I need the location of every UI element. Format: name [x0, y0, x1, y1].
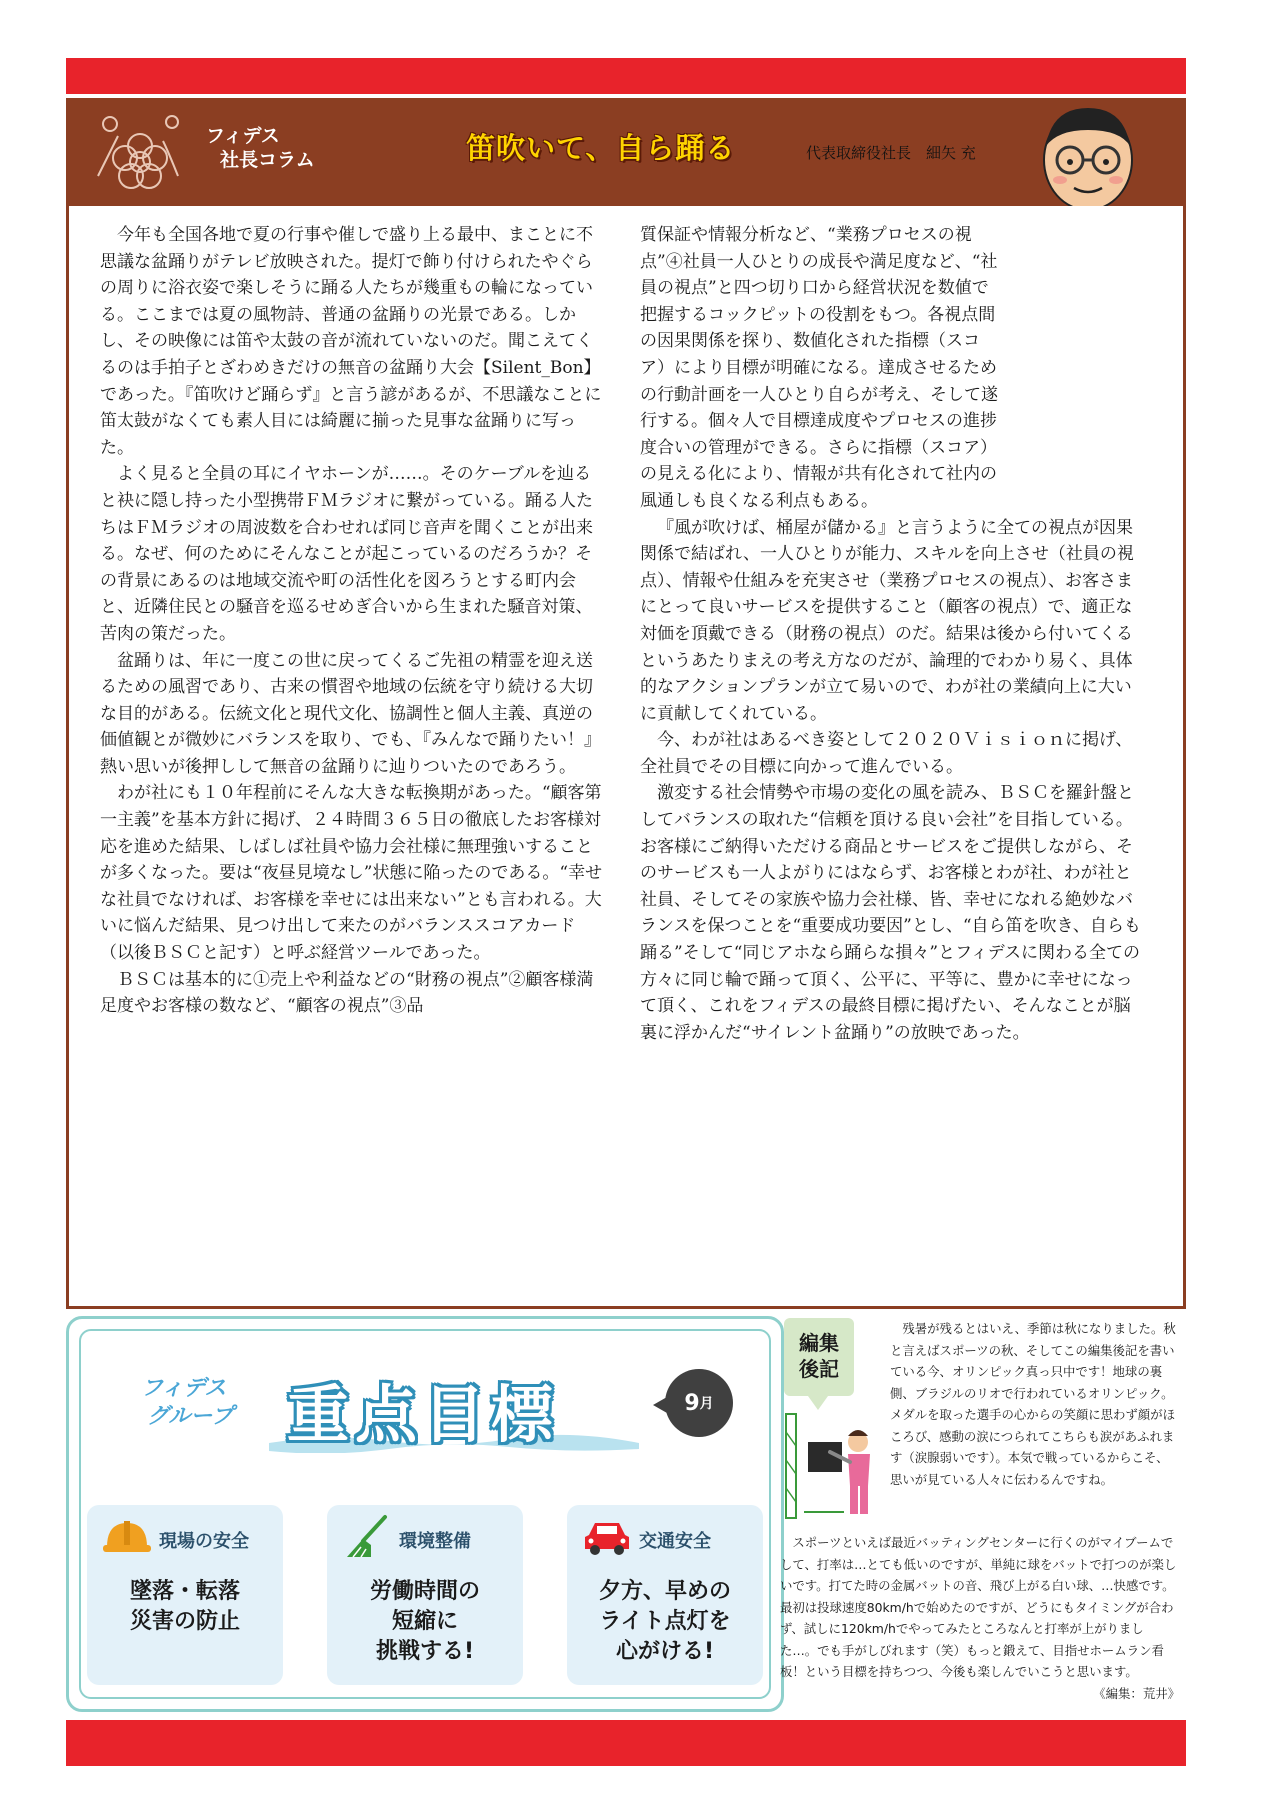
column-paragraph: 盆踊りは、年に一度この世に戻ってくるご先祖の精霊を迎え送るための風習であり、古来の慣習や地域の伝統を守り続ける大切な目的がある。伝統文化と現代文化、協調性と個人主義、真逆の価値観とが微妙にバランスを取り、でも、『みんなで踊りたい！』熱い思いが後押しして無音の盆踊りに辿りついたのであろう。	[100, 650, 601, 777]
column-paragraph: 今、わが社はあるべき姿として２０２０Ｖｉｓｉｏｎに掲げ、全社員でその目標に向かって進んでいる。	[640, 730, 1133, 777]
goal-card-title: 交通安全	[639, 1531, 711, 1552]
column-paragraph: 激変する社会情勢や市場の変化の風を読み、ＢＳＣを羅針盤としてバランスの取れた“信頼を頂ける良い会社”を目指している。お客様にご納得いただける商品とサービスをご提供しながら、そのサービスも一人よがりにはならず、お客様とわが社、わが社と社員、そしてその家族や協力会社様、皆、幸せになれる絶妙なバランスを保つことを“重要成功要因”とし、“自ら笛を吹き、自らも踊る”そして“同じアホなら踊らな損々”とフィデスに関わる全ての方々に同じ輪で踊って頂く、公平に、平等に、豊かに幸せになって頂く、これをフィデスの最終目標に掲げたい、そんなことが脳裏に浮かんだ“サイレント盆踊り”の放映であった。	[640, 783, 1141, 1043]
goal-card-traffic-safety	[567, 1505, 763, 1685]
editor-note-tag	[784, 1318, 854, 1396]
goal-card-title: 環境整備	[399, 1531, 471, 1552]
editor-tag-line1: 編集	[799, 1331, 839, 1355]
column-label	[206, 124, 315, 172]
goal-card-line: 短縮に	[391, 1609, 458, 1634]
column-paragraph: ＢＳＣは基本的に①売上や利益などの“財務の視点”②顧客様満足度やお客様の数など、“顧客の視点”③品	[100, 969, 594, 1017]
goal-card-line: ライト点灯を	[599, 1609, 731, 1634]
broom-icon	[341, 1513, 393, 1561]
goals-group-label	[141, 1375, 233, 1431]
car-icon	[581, 1513, 633, 1561]
batting-center-illustration-icon	[784, 1412, 884, 1522]
goals-group-line2: グループ	[147, 1404, 234, 1429]
month-unit: 月	[699, 1396, 714, 1412]
goal-card-line: 挑戦する!	[375, 1639, 475, 1664]
month-number: 9	[684, 1390, 700, 1416]
goal-card-line: 災害の防止	[129, 1609, 240, 1634]
goal-card-text	[327, 1577, 523, 1667]
column-title: 笛吹いて、自ら踊る	[466, 131, 736, 165]
goal-card-line: 労働時間の	[369, 1579, 480, 1604]
top-red-bar	[66, 58, 1186, 94]
goal-card-title: 現場の安全	[159, 1531, 249, 1552]
editor-tag-line2: 後記	[799, 1357, 839, 1381]
hardhat-icon	[101, 1513, 153, 1561]
goal-card-site-safety	[87, 1505, 283, 1685]
column-label-line2: 社長コラム	[220, 149, 315, 171]
month-badge	[665, 1369, 733, 1437]
column-right-text	[640, 222, 1145, 1046]
goal-card-line: 夕方、早めの	[598, 1579, 731, 1604]
plum-flower-icon	[88, 106, 192, 200]
priority-goals-panel	[66, 1316, 784, 1712]
column-paragraph: 質保証や情報分析など、“業務プロセスの視点”④社員一人ひとりの成長や満足度など、“社員の視点”と四つ切り口から経営状況を数値で把握するコックピットの役割をもつ。各視点間の因果関係を探り、数値化された指標（スコア）により目標が明確になる。達成させるための行動計画を一人ひとり自らが考え、そして遂行する。個々人で目標達成度やプロセスの進捗度合いの管理ができる。さらに指標（スコア）の見える化により、情報が共有化されて社内の風通しも良くなる利点もある。	[640, 225, 999, 511]
column-paragraph: 今年も全国各地で夏の行事や催しで盛り上る最中、まことに不思議な盆踊りがテレビ放映された。提灯で飾り付けられたやぐらの周りに浴衣姿で楽しそうに踊る人たちが幾重もの輪になっている。ここまでは夏の風物詩、普通の盆踊りの光景である。しかし、その映像には笛や太鼓の音が流れていないのだ。聞こえてくるのは手拍子とざわめきだけの無音の盆踊り大会【Silent_Bon】であった。『笛吹けど踊らず』と言う諺があるが、不思議なことに笛太鼓がなくても素人目には綺麗に揃った見事な盆踊りに写った。	[100, 225, 602, 458]
column-author: 代表取締役社長 細矢 充	[806, 144, 976, 162]
editor-signature: 《編集：荒井》	[1093, 1685, 1180, 1701]
goal-card-line: 墜落・転落	[129, 1579, 240, 1604]
editor-tag-tail	[808, 1396, 828, 1410]
column-label-line1: フィデス	[206, 125, 280, 147]
goal-card-text	[567, 1577, 763, 1667]
column-paragraph: 『風が吹けば、桶屋が儲かる』と言うように全ての視点が因果関係で結ばれ、一人ひとりが能力、スキルを向上させ（社員の視点）、情報や仕組みを充実させ（業務プロセスの視点）、お客さまにとって良いサービスを提供すること（顧客の視点）で、適正な対価を頂戴できる（財務の視点）のだ。結果は後から付いてくるというあたりまえの考え方なのだが、論理的でわかり易く、具体的なアクションプランが立て易いので、わが社の業績向上に大いに貢献してくれている。	[640, 517, 1134, 724]
column-left-text	[100, 222, 605, 1020]
goal-card-environment	[327, 1505, 523, 1685]
goal-card-line: 心がける!	[615, 1639, 715, 1664]
goals-title: 重点目標	[287, 1378, 560, 1451]
column-paragraph: よく見ると全員の耳にイヤホーンが……。そのケーブルを辿ると袂に隠し持った小型携帯ＦＭラジオに繋がっている。踊る人たちはＦＭラジオの周波数を合わせれば同じ音声を聞くことが出来る。なぜ、何のためにそんなことが起こっているのだろうか？その背景にあるのは地域交流や町の活性化を図ろうとする町内会と、近隣住民との騒音を巡るせめぎ合いから生まれた騒音対策、苦肉の策だった。	[100, 464, 593, 644]
bottom-red-bar	[66, 1720, 1186, 1766]
editor-note-paragraph: スポーツといえば最近バッティングセンターに行くのがマイブームでして、打率は…とても低いのですが、単純に球をバットで打つのが楽しいです。打てた時の金属バットの音、飛び上がる白い球、…快感です。最初は投球速度80km/hで始めたのですが、どうにもタイミングが合わず、試しに120km/hでやってみたところなんと打率が上がりました…。でも手がしびれます（笑）もっと鍛えて、目指せホームラン看板！という目標を持ちつつ、今後も楽しんでいこうと思います。	[780, 1535, 1177, 1679]
editor-note-paragraph-block	[780, 1532, 1180, 1704]
column-paragraph: わが社にも１０年程前にそんな大きな転換期があった。“顧客第一主義”を基本方針に掲げ、２４時間３６５日の徹底したお客様対応を進めた結果、しばしば社員や協力会社様に無理強いすることが多くなった。要は“夜昼見境なし”状態に陥ったのである。“幸せな社員でなければ、お客様を幸せには出来ない”とも言われる。大いに悩んだ結果、見つけ出して来たのがバランススコアカード（以後ＢＳＣと記す）と呼ぶ経営ツールであった。	[100, 783, 603, 964]
goals-group-line1: フィデス	[141, 1376, 227, 1401]
goal-card-text	[87, 1577, 283, 1637]
editor-note-paragraph: 残暑が残るとはいえ、季節は秋になりました。秋と言えばスポーツの秋、そしてこの編集後記を書いている今、オリンピック真っ只中です！地球の裏側、ブラジルのリオで行われているオリンピック。メダルを取った選手の心からの笑顔に思わず顔がほころび、感動の涙につられてこちらも涙があふれます（涙腺弱いです）。本気で戦っているからこそ、思いが見ている人々に伝わるんですね。	[890, 1321, 1176, 1487]
